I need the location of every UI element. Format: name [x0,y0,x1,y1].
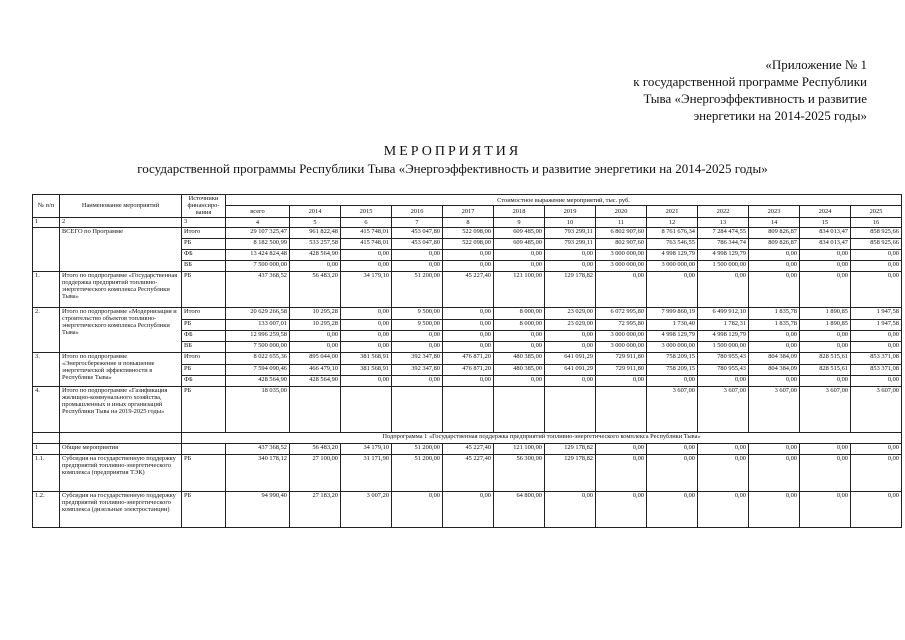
cost-value: 793 299,11 [545,227,596,238]
cost-value: 31 171,90 [341,454,392,491]
cost-value: 0,00 [392,249,443,260]
cost-value: 0,00 [851,249,902,260]
header-year: 2019 [545,206,596,217]
cost-value: 0,00 [647,271,698,307]
cost-value: 51 200,00 [392,443,443,454]
funding-source: ФБ [182,249,226,260]
cost-value: 0,00 [800,330,851,341]
cost-value: 0,00 [749,271,800,307]
cost-value: 13 424 824,48 [226,249,290,260]
header-year: 2017 [443,206,494,217]
cost-value: 758 209,15 [647,352,698,364]
cost-value: 1 947,58 [851,307,902,319]
cost-value: 0,00 [749,454,800,491]
section-row [33,432,902,443]
cost-value: 381 568,91 [341,352,392,364]
cost-value: 480 385,00 [494,364,545,375]
cost-value: 0,00 [392,375,443,386]
table-row [33,386,902,432]
cost-value: 45 227,40 [443,443,494,454]
appendix-block [567,56,867,124]
cost-value: 0,00 [851,271,902,307]
cost-value: 45 227,40 [443,271,494,307]
measure-name: Общие мероприятия [60,443,182,454]
cost-value: 4 998 129,79 [647,330,698,341]
measure-name: Итого по подпрограмме «Энергосбережение и повышение энергетической эффективности в Республике Тыва» [60,352,182,386]
cost-value: 10 295,28 [290,319,341,330]
cost-value: 4 998 129,79 [698,249,749,260]
cost-value: 7 284 474,55 [698,227,749,238]
measure-name: ВСЕГО по Программе [60,227,182,271]
cost-value: 0,00 [443,249,494,260]
table-row [33,307,902,319]
cost-value: 641 091,29 [545,364,596,375]
column-number: 12 [647,217,698,227]
funding-source: Итого [182,352,226,364]
cost-value: 3 000 000,00 [596,260,647,271]
row-number: 3. [33,352,60,386]
funding-source: ФБ [182,375,226,386]
cost-value: 6 499 912,10 [698,307,749,319]
cost-value: 18 035,00 [226,386,290,432]
cost-value: 0,00 [800,443,851,454]
cost-value: 1 500 000,00 [698,341,749,352]
cost-value: 0,00 [800,260,851,271]
cost-value: 45 227,40 [443,454,494,491]
cost-value: 428 564,90 [226,375,290,386]
cost-value: 0,00 [341,307,392,319]
cost-value: 609 485,00 [494,227,545,238]
cost-value: 0,00 [443,375,494,386]
row-number: 1.2. [33,491,60,527]
cost-value: 415 748,01 [341,238,392,249]
document-title: МЕРОПРИЯТИЯ [383,144,522,159]
column-number: 14 [749,217,800,227]
cost-value: 381 568,91 [341,364,392,375]
cost-value: 809 826,87 [749,227,800,238]
cost-value: 0,00 [749,260,800,271]
cost-value: 0,00 [851,375,902,386]
cost-value: 828 515,61 [800,364,851,375]
measures-table [32,194,902,528]
measure-name: Итого по подпрограмме «Газификация жилищно-коммунального хозяйства, промышленных и иных организаций Республики Тыва на 2019-2025 годы» [60,386,182,432]
cost-value: 453 047,80 [392,238,443,249]
row-number [33,227,60,271]
cost-value: 0,00 [341,260,392,271]
cost-value: 0,00 [698,443,749,454]
cost-value: 51 200,00 [392,271,443,307]
cost-value: 3 607,00 [800,386,851,432]
header-year: 2024 [800,206,851,217]
cost-value: 29 107 325,47 [226,227,290,238]
table-row [33,227,902,238]
cost-value: 0,00 [545,249,596,260]
cost-value: 858 925,66 [851,238,902,249]
cost-value: 453 047,80 [392,227,443,238]
cost-value: 0,00 [290,260,341,271]
header-year: 2020 [596,206,647,217]
cost-value: 3 000 000,00 [647,260,698,271]
cost-value: 129 178,82 [545,454,596,491]
header-num: № п/п [33,195,60,218]
cost-value: 0,00 [494,375,545,386]
cost-value: 9 500,00 [392,307,443,319]
cost-value: 0,00 [749,443,800,454]
column-number: 8 [443,217,494,227]
cost-value: 7 500 000,00 [226,341,290,352]
table-body [33,195,902,528]
cost-value: 0,00 [647,443,698,454]
cost-value: 0,00 [698,271,749,307]
cost-value: 0,00 [800,341,851,352]
cost-value: 1 782,31 [698,319,749,330]
funding-source: Итого [182,227,226,238]
cost-value: 780 955,43 [698,352,749,364]
cost-value: 392 347,80 [392,352,443,364]
cost-value: 8 761 676,34 [647,227,698,238]
cost-value: 809 826,87 [749,238,800,249]
cost-value: 23 029,00 [545,319,596,330]
cost-value: 133 007,01 [226,319,290,330]
cost-value: 415 748,01 [341,227,392,238]
funding-source: РБ [182,238,226,249]
cost-value: 828 515,61 [800,352,851,364]
cost-value: 763 546,55 [647,238,698,249]
table-row [33,454,902,491]
cost-value: 0,00 [290,341,341,352]
funding-source: РБ [182,454,226,491]
cost-value: 0,00 [800,249,851,260]
cost-value: 0,00 [341,341,392,352]
header-year: 2023 [749,206,800,217]
cost-value: 729 911,80 [596,364,647,375]
cost-value: 0,00 [443,260,494,271]
column-number: 2 [60,217,182,227]
cost-value: 8 182 500,99 [226,238,290,249]
cost-value: 780 955,43 [698,364,749,375]
document-subtitle: государственной программы Республики Тыва «Энергоэффективность и развитие энергетики на 2014-2025 годы» [137,161,768,176]
cost-value: 853 371,08 [851,352,902,364]
cost-value: 3 607,00 [749,386,800,432]
cost-value: 466 479,10 [290,364,341,375]
cost-value: 8 000,00 [494,307,545,319]
cost-value: 0,00 [341,319,392,330]
cost-value: 0,00 [851,443,902,454]
cost-value: 1 500 000,00 [698,260,749,271]
cost-value: 793 299,11 [545,238,596,249]
cost-value: 0,00 [647,454,698,491]
column-number: 4 [226,217,290,227]
header-cost: Стоимостное выражение мероприятий, тыс. руб. [226,195,902,206]
column-number: 1 [33,217,60,227]
column-number: 5 [290,217,341,227]
cost-value: 853 371,08 [851,364,902,375]
cost-value: 0,00 [851,341,902,352]
cost-value: 0,00 [851,260,902,271]
cost-value: 834 013,47 [800,227,851,238]
cost-value: 0,00 [443,341,494,352]
cost-value: 94 990,40 [226,491,290,527]
cost-value: 858 925,66 [851,227,902,238]
cost-value: 51 200,00 [392,454,443,491]
header-source: Источники финансиро-вания [182,195,226,218]
cost-value: 522 098,00 [443,227,494,238]
column-number: 9 [494,217,545,227]
cost-value: 0,00 [392,330,443,341]
header-year: 2014 [290,206,341,217]
cost-value: 802 907,60 [596,238,647,249]
cost-value: 0,00 [749,341,800,352]
cost-value: 0,00 [545,260,596,271]
cost-value: 8 022 655,36 [226,352,290,364]
table-row [33,271,902,307]
measure-name: Итого по подпрограмме «Модернизация и строительство объектов топливно-энергетического комплекса Республики Тыва» [60,307,182,352]
cost-value: 0,00 [851,491,902,527]
cost-value: 437 368,52 [226,271,290,307]
cost-value: 0,00 [596,375,647,386]
row-number: 1 [33,443,60,454]
table-row [33,352,902,364]
column-number: 10 [545,217,596,227]
cost-value: 129 178,82 [545,271,596,307]
cost-value: 392 347,80 [392,364,443,375]
row-number: 1. [33,271,60,307]
cost-value: 3 607,00 [647,386,698,432]
cost-value: 0,00 [800,271,851,307]
cost-value: 6 072 995,80 [596,307,647,319]
cost-value [443,386,494,432]
column-number: 3 [182,217,226,227]
cost-value: 428 564,90 [290,249,341,260]
header-year: 2022 [698,206,749,217]
cost-value: 3 007,20 [341,491,392,527]
cost-value: 0,00 [494,249,545,260]
funding-source: РБ [182,319,226,330]
measure-name: Субсидия на государственную поддержку предприятий топливно-энергетического комплекса (дизельные электростанции) [60,491,182,527]
cost-value: 27 100,00 [290,454,341,491]
cost-value: 428 564,90 [290,375,341,386]
cost-value: 0,00 [800,375,851,386]
cost-value: 533 257,58 [290,238,341,249]
cost-value [341,386,392,432]
cost-value: 1 890,85 [800,307,851,319]
cost-value: 0,00 [749,491,800,527]
cost-value: 10 295,28 [290,307,341,319]
cost-value: 0,00 [851,454,902,491]
cost-value: 1 835,78 [749,319,800,330]
cost-value: 804 384,09 [749,352,800,364]
funding-source: РБ [182,271,226,307]
cost-value: 0,00 [749,330,800,341]
funding-source: ФБ [182,330,226,341]
cost-value: 641 091,29 [545,352,596,364]
appendix-line-1: «Приложение № 1 [765,57,867,72]
section-title: Подпрограмма 1 «Государственная поддержка предприятий топливно-энергетического комплекса Республики Тыва» [182,432,902,443]
cost-value: 3 000 000,00 [596,330,647,341]
funding-source: РБ [182,386,226,432]
row-number: 2. [33,307,60,352]
cost-value: 895 044,00 [290,352,341,364]
cost-value: 3 000 000,00 [596,341,647,352]
header-year: 2018 [494,206,545,217]
funding-source: ВБ [182,341,226,352]
cost-value: 20 629 266,58 [226,307,290,319]
cost-value: 64 800,00 [494,491,545,527]
cost-value: 961 822,48 [290,227,341,238]
cost-value: 1 730,40 [647,319,698,330]
cost-value [290,386,341,432]
cost-value: 0,00 [596,271,647,307]
section-empty-cell [33,432,60,443]
cost-value: 3 607,00 [698,386,749,432]
cost-value: 27 183,20 [290,491,341,527]
row-number: 4. [33,386,60,432]
cost-value: 4 998 129,79 [647,249,698,260]
cost-value: 8 000,00 [494,319,545,330]
funding-source: РБ [182,364,226,375]
cost-value: 34 179,10 [341,271,392,307]
cost-value: 786 344,74 [698,238,749,249]
cost-value: 129 178,82 [545,443,596,454]
cost-value: 7 500 000,00 [226,260,290,271]
cost-value: 56 300,00 [494,454,545,491]
cost-value: 758 209,15 [647,364,698,375]
cost-value: 522 098,00 [443,238,494,249]
measure-name: Итого по подпрограмме «Государственная поддержка предприятий топливно-энергетического комплекса Республики Тыва» [60,271,182,307]
cost-value: 437 368,52 [226,443,290,454]
cost-value: 0,00 [341,249,392,260]
cost-value: 0,00 [443,319,494,330]
cost-value: 121 100,00 [494,443,545,454]
cost-value: 0,00 [698,491,749,527]
column-number: 7 [392,217,443,227]
cost-value: 56 483,20 [290,443,341,454]
cost-value: 0,00 [647,491,698,527]
cost-value: 0,00 [392,341,443,352]
column-number: 13 [698,217,749,227]
cost-value: 4 998 129,79 [698,330,749,341]
cost-value: 0,00 [800,454,851,491]
cost-value: 0,00 [647,375,698,386]
cost-value: 1 890,85 [800,319,851,330]
cost-value: 9 500,00 [392,319,443,330]
header-total: всего [226,206,290,217]
column-number: 15 [800,217,851,227]
cost-value: 7 594 090,46 [226,364,290,375]
row-number: 1.1. [33,454,60,491]
cost-value: 609 485,00 [494,238,545,249]
cost-value: 804 384,09 [749,364,800,375]
cost-value: 0,00 [494,341,545,352]
appendix-line-2: к государственной программе Республики [633,74,867,89]
cost-value: 121 100,00 [494,271,545,307]
cost-value [596,386,647,432]
cost-value: 0,00 [443,330,494,341]
column-number: 11 [596,217,647,227]
header-year: 2025 [851,206,902,217]
header-name: Наименование мероприятий [60,195,182,218]
cost-value: 0,00 [494,260,545,271]
cost-value: 0,00 [749,375,800,386]
funding-source: ВБ [182,260,226,271]
measure-name: Субсидия на государственную поддержку предприятий топливно-энергетического комплекса (предприятия ТЭК) [60,454,182,491]
cost-value: 0,00 [494,330,545,341]
cost-value: 340 178,12 [226,454,290,491]
cost-value: 0,00 [698,454,749,491]
cost-value: 0,00 [392,260,443,271]
header-year: 2016 [392,206,443,217]
cost-value: 0,00 [341,375,392,386]
cost-value: 0,00 [545,375,596,386]
cost-value: 0,00 [545,341,596,352]
cost-value: 834 013,47 [800,238,851,249]
cost-value: 72 995,80 [596,319,647,330]
cost-value: 0,00 [290,330,341,341]
cost-value: 0,00 [596,491,647,527]
cost-value: 0,00 [749,249,800,260]
cost-value: 0,00 [545,330,596,341]
funding-source [182,443,226,454]
cost-value: 476 871,20 [443,352,494,364]
cost-value: 3 607,00 [851,386,902,432]
cost-value: 476 871,20 [443,364,494,375]
cost-value: 0,00 [443,307,494,319]
table-row [33,443,902,454]
cost-value: 0,00 [596,443,647,454]
cost-value: 56 483,20 [290,271,341,307]
appendix-line-4: энергетики на 2014-2025 годы» [693,108,867,123]
cost-value: 6 802 907,60 [596,227,647,238]
funding-source: РБ [182,491,226,527]
cost-value: 0,00 [341,330,392,341]
cost-value: 0,00 [596,454,647,491]
cost-value [494,386,545,432]
appendix-line-3: Тыва «Энергоэффективность и развитие [643,91,867,106]
cost-value: 1 835,78 [749,307,800,319]
cost-value: 1 947,58 [851,319,902,330]
section-empty-cell [60,432,182,443]
cost-value: 3 000 000,00 [596,249,647,260]
header-year: 2015 [341,206,392,217]
cost-value: 0,00 [698,375,749,386]
cost-value: 3 000 000,00 [647,341,698,352]
cost-value: 729 911,80 [596,352,647,364]
header-year: 2021 [647,206,698,217]
cost-value: 23 029,00 [545,307,596,319]
cost-value: 7 999 860,19 [647,307,698,319]
cost-value: 0,00 [800,491,851,527]
cost-value: 0,00 [392,491,443,527]
cost-value: 0,00 [545,491,596,527]
cost-value [545,386,596,432]
funding-source: Итого [182,307,226,319]
cost-value: 12 996 259,58 [226,330,290,341]
cost-value [392,386,443,432]
cost-value: 480 385,00 [494,352,545,364]
table-row [33,491,902,527]
column-number: 16 [851,217,902,227]
cost-value: 34 179,10 [341,443,392,454]
cost-value: 0,00 [851,330,902,341]
column-number: 6 [341,217,392,227]
cost-value: 0,00 [443,491,494,527]
